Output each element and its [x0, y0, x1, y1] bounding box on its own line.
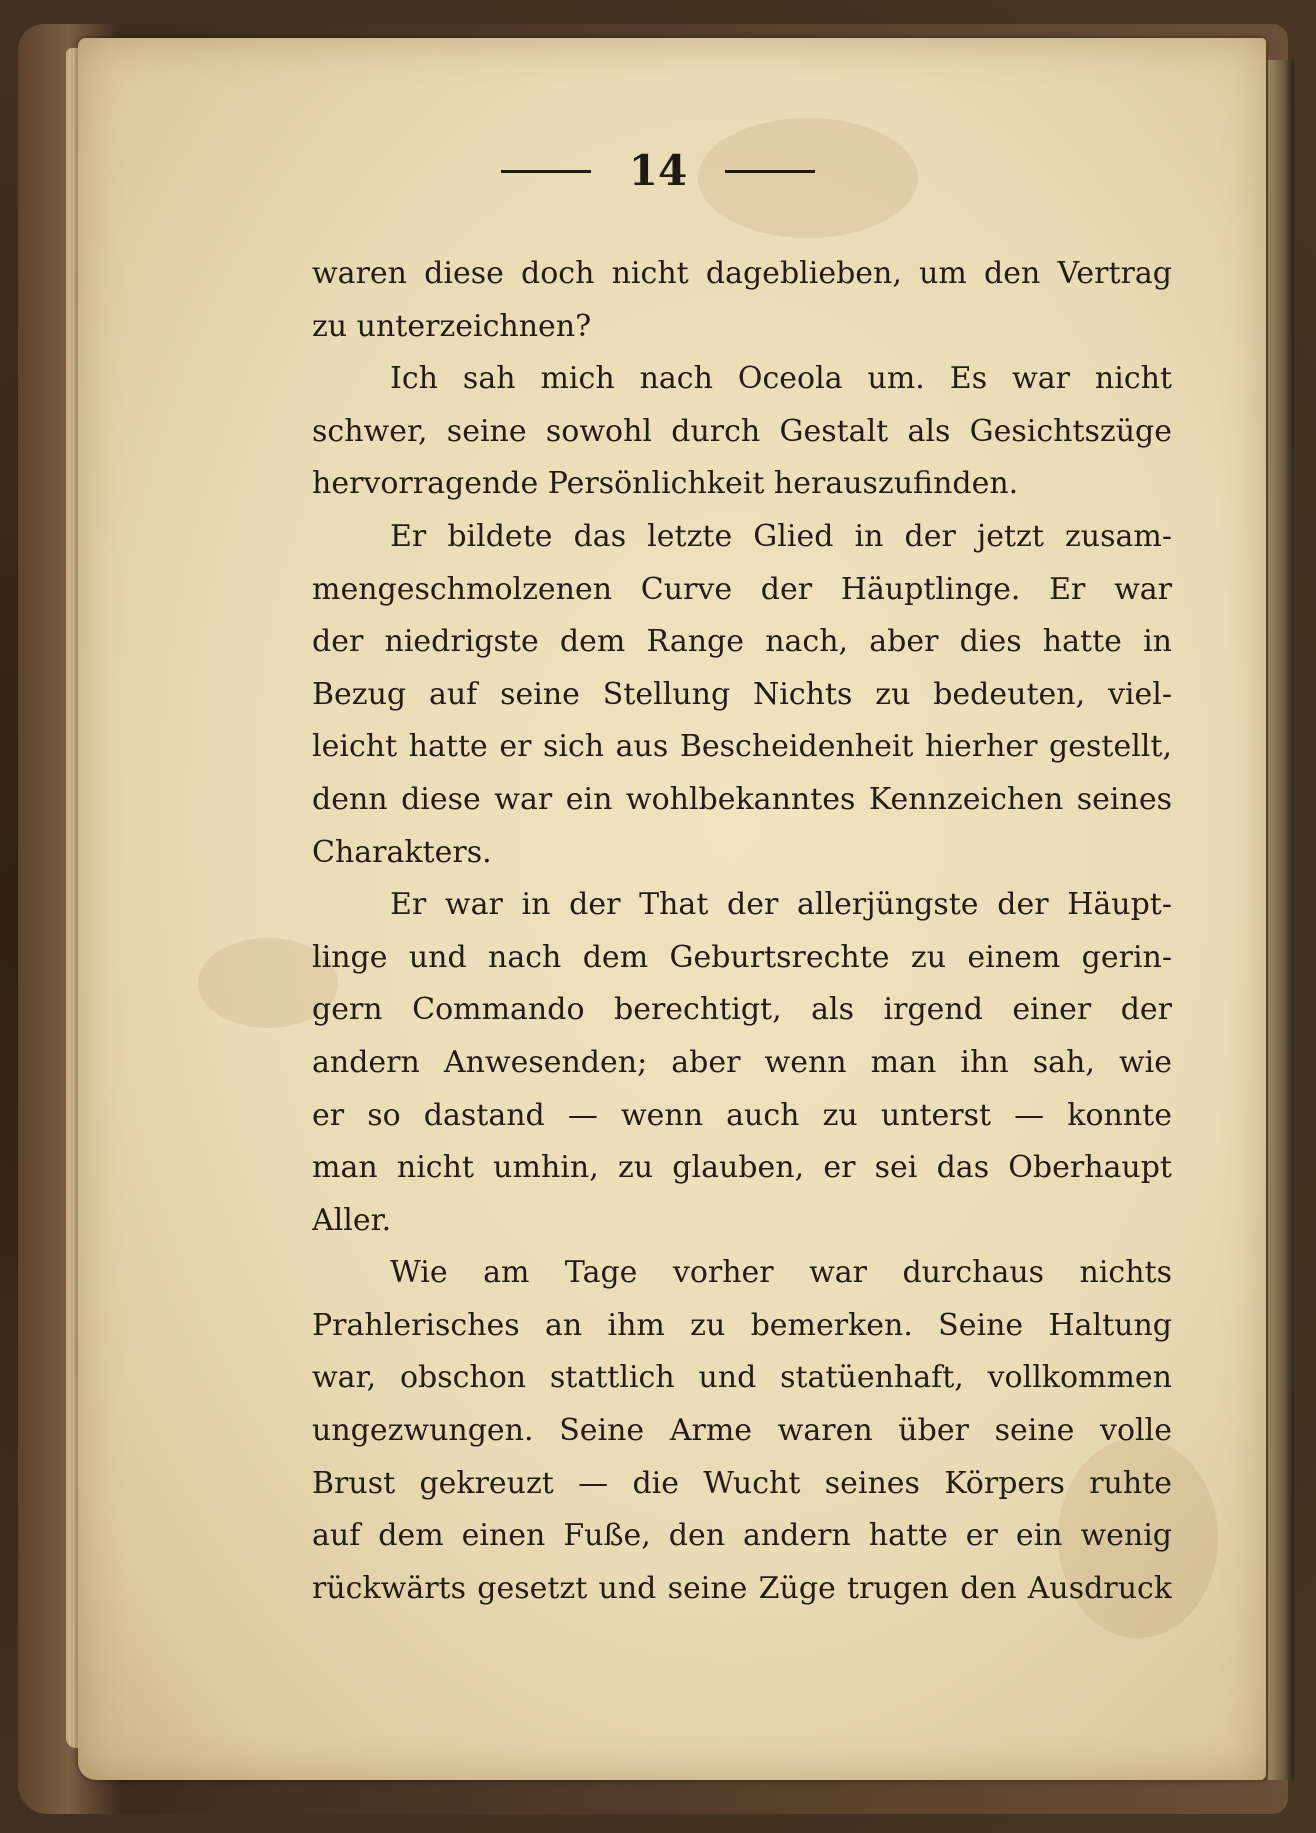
text-line: gern Commando berechtigt, als irgend einer der [312, 992, 1172, 1028]
header-rule-right [725, 170, 815, 173]
text-line: er so dastand — wenn auch zu unterst — konnte [312, 1097, 1172, 1133]
text-line: linge und nach dem Geburtsrechte zu einem gerin- [312, 939, 1172, 975]
text-line: schwer, seine sowohl durch Gestalt als Gesichtszüge [312, 413, 1172, 449]
text-line: zu unterzeichnen? [312, 308, 592, 344]
text-line: rückwärts gesetzt und seine Züge trugen den Ausdruck [312, 1570, 1172, 1606]
page-header [0, 146, 1316, 195]
text-line: war, obschon stattlich und statüenhaft, vollkommen [312, 1360, 1172, 1396]
text-line: Er war in der That der allerjüngste der Häupt- [390, 887, 1172, 923]
text-line: Wie am Tage vorher war durchaus nichts [390, 1255, 1172, 1291]
text-line: Er bildete das letzte Glied in der jetzt zusam- [390, 518, 1172, 554]
text-line: Ich sah mich nach Oceola um. Es war nicht [390, 361, 1172, 397]
text-line: man nicht umhin, zu glauben, er sei das Oberhaupt [312, 1150, 1172, 1186]
text-line: auf dem einen Fuße, den andern hatte er ein wenig [312, 1518, 1172, 1554]
text-line: der niedrigste dem Range nach, aber dies hatte in [312, 624, 1172, 660]
text-line: denn diese war ein wohlbekanntes Kennzeichen seines [312, 781, 1172, 817]
text-line: andern Anwesenden; aber wenn man ihn sah, wie [312, 1044, 1172, 1080]
text-line: waren diese doch nicht dageblieben, um den Vertrag [312, 256, 1172, 291]
text-line: Prahlerisches an ihm zu bemerken. Seine Haltung [312, 1307, 1172, 1343]
book-right-edge [1268, 60, 1294, 1780]
page-number: 14 [628, 146, 688, 195]
body-text [312, 248, 1172, 1615]
text-line: Charakters. [312, 834, 492, 870]
header-rule-left [501, 170, 591, 173]
text-line: leicht hatte er sich aus Bescheidenheit hierher gestellt, [312, 729, 1172, 765]
text-line: hervorragende Persönlichkeit herauszufinden. [312, 466, 1019, 502]
text-line: ungezwungen. Seine Arme waren über seine volle [312, 1413, 1172, 1449]
text-line: Aller. [312, 1202, 392, 1238]
text-line: Brust gekreuzt — die Wucht seines Körpers ruhte [312, 1465, 1172, 1501]
text-line: Bezug auf seine Stellung Nichts zu bedeuten, viel- [312, 676, 1172, 712]
text-line: mengeschmolzenen Curve der Häuptlinge. Er war [312, 571, 1172, 607]
